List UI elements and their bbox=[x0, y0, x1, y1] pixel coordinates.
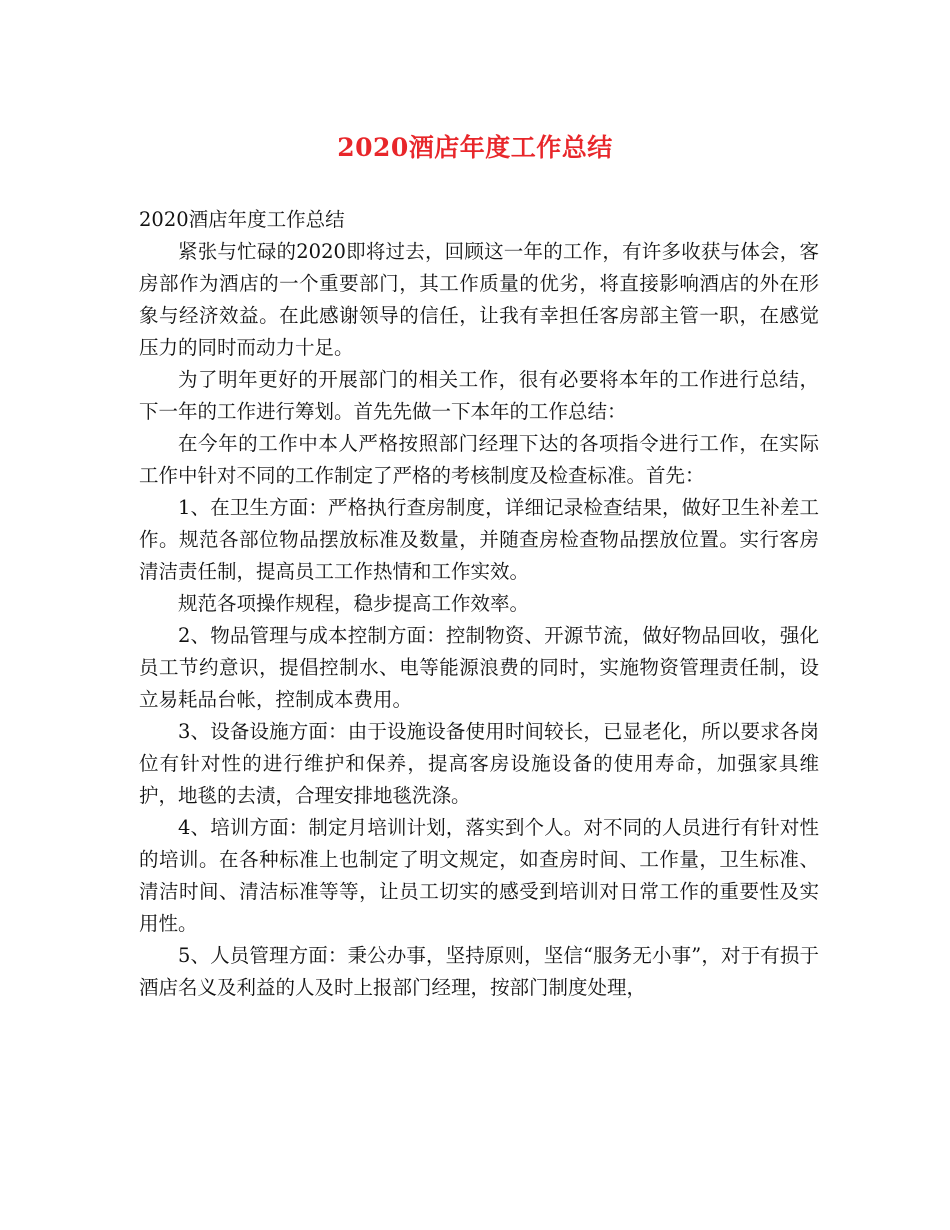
document-title: 2020酒店年度工作总结 bbox=[337, 133, 613, 162]
paragraph-standards: 在今年的工作中本人严格按照部门经理下达的各项指令进行工作，在实际工作中针对不同的工作制定了严格的考核制度及检查标准。首先： bbox=[139, 432, 819, 487]
paragraph-intro: 紧张与忙碌的2020即将过去，回顾这一年的工作，有许多收获与体会，客房部作为酒店的一个重要部门，其工作质量的优劣，将直接影响酒店的外在形象与经济效益。在此感谢领导的信任，让我有幸担任客房部主管一职，在感觉压力的同时而动力十足。 bbox=[139, 240, 819, 359]
document-body bbox=[139, 204, 819, 1004]
paragraph-planning: 为了明年更好的开展部门的相关工作，很有必要将本年的工作进行总结，下一年的工作进行筹划。首先先做一下本年的工作总结： bbox=[139, 368, 819, 423]
paragraph-hygiene: 1、在卫生方面：严格执行查房制度，详细记录检查结果，做好卫生补差工作。规范各部位物品摆放标准及数量，并随查房检查物品摆放位置。实行客房清洁责任制，提高员工工作热情和工作实效。 bbox=[139, 496, 819, 583]
paragraph-personnel: 5、人员管理方面：秉公办事，坚持原则，坚信“服务无小事”，对于有损于酒店名义及利益的人及时上报部门经理，按部门制度处理， bbox=[139, 944, 819, 999]
paragraph-cost-control: 2、物品管理与成本控制方面：控制物资、开源节流，做好物品回收，强化员工节约意识，提倡控制水、电等能源浪费的同时，实施物资管理责任制，设立易耗品台帐，控制成本费用。 bbox=[139, 624, 819, 711]
paragraph-training: 4、培训方面：制定月培训计划，落实到个人。对不同的人员进行有针对性的培训。在各种标准上也制定了明文规定，如查房时间、工作量，卫生标准、清洁时间、清洁标准等等，让员工切实的感受到培训对日常工作的重要性及实用性。 bbox=[139, 816, 819, 935]
paragraph-procedures: 规范各项操作规程，稳步提高工作效率。 bbox=[178, 592, 530, 615]
paragraph-facilities: 3、设备设施方面：由于设施设备使用时间较长，已显老化，所以要求各岗位有针对性的进行维护和保养，提高客房设施设备的使用寿命，加强家具维护，地毯的去渍，合理安排地毯洗涤。 bbox=[139, 720, 819, 807]
document-subtitle: 2020酒店年度工作总结 bbox=[139, 208, 345, 231]
